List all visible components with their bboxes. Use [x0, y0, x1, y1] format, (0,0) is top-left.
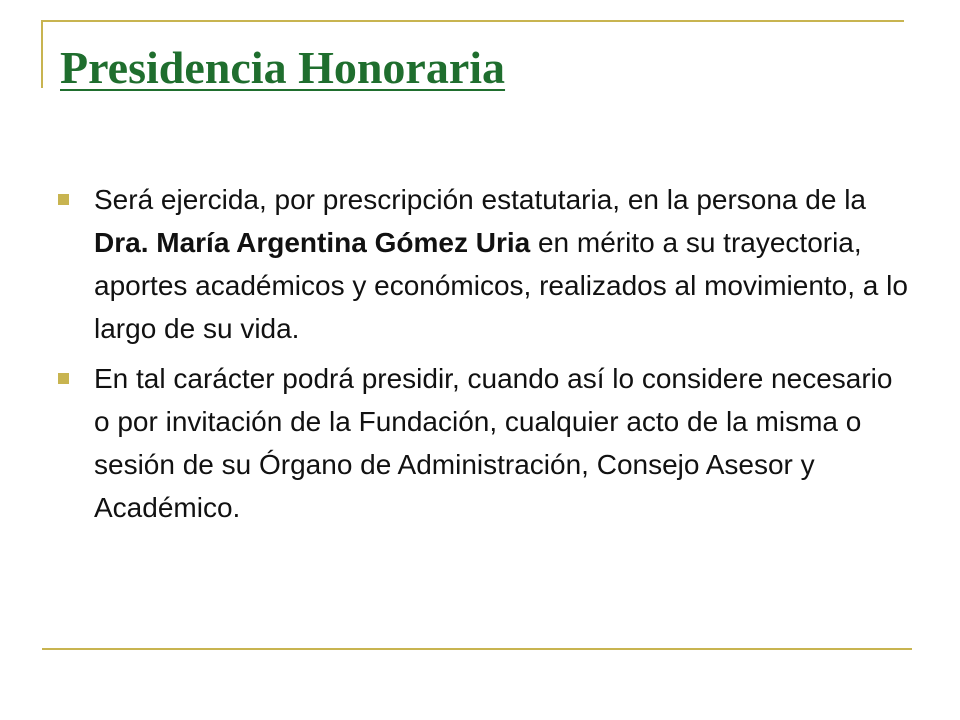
bullet-2-text: En tal carácter podrá presidir, cuando así lo considere necesario o por invitación de la Fundación, cualquier acto de la misma o sesión de su Órgano de Administración, Consejo Asesor y Académico.: [94, 363, 893, 523]
top-rule: [42, 20, 904, 22]
bullet-1-name: Dra. María Argentina Gómez Uria: [94, 227, 531, 258]
bullet-1-text-start: Será ejercida, por prescripción estatutaria, en la persona de la: [94, 184, 866, 215]
bullet-item-1: [58, 178, 908, 350]
square-bullet-icon: [58, 194, 69, 205]
left-rule: [41, 20, 43, 88]
bottom-rule: [42, 648, 912, 650]
bullet-1-text-end: en mérito a su trayectoria, aportes académicos y económicos, realizados al movimiento, a lo largo de su vida.: [94, 227, 908, 344]
square-bullet-icon: [58, 373, 69, 384]
slide-title: Presidencia Honoraria: [60, 42, 506, 93]
bullet-item-2: [58, 357, 908, 529]
bullet-list: [58, 178, 908, 536]
